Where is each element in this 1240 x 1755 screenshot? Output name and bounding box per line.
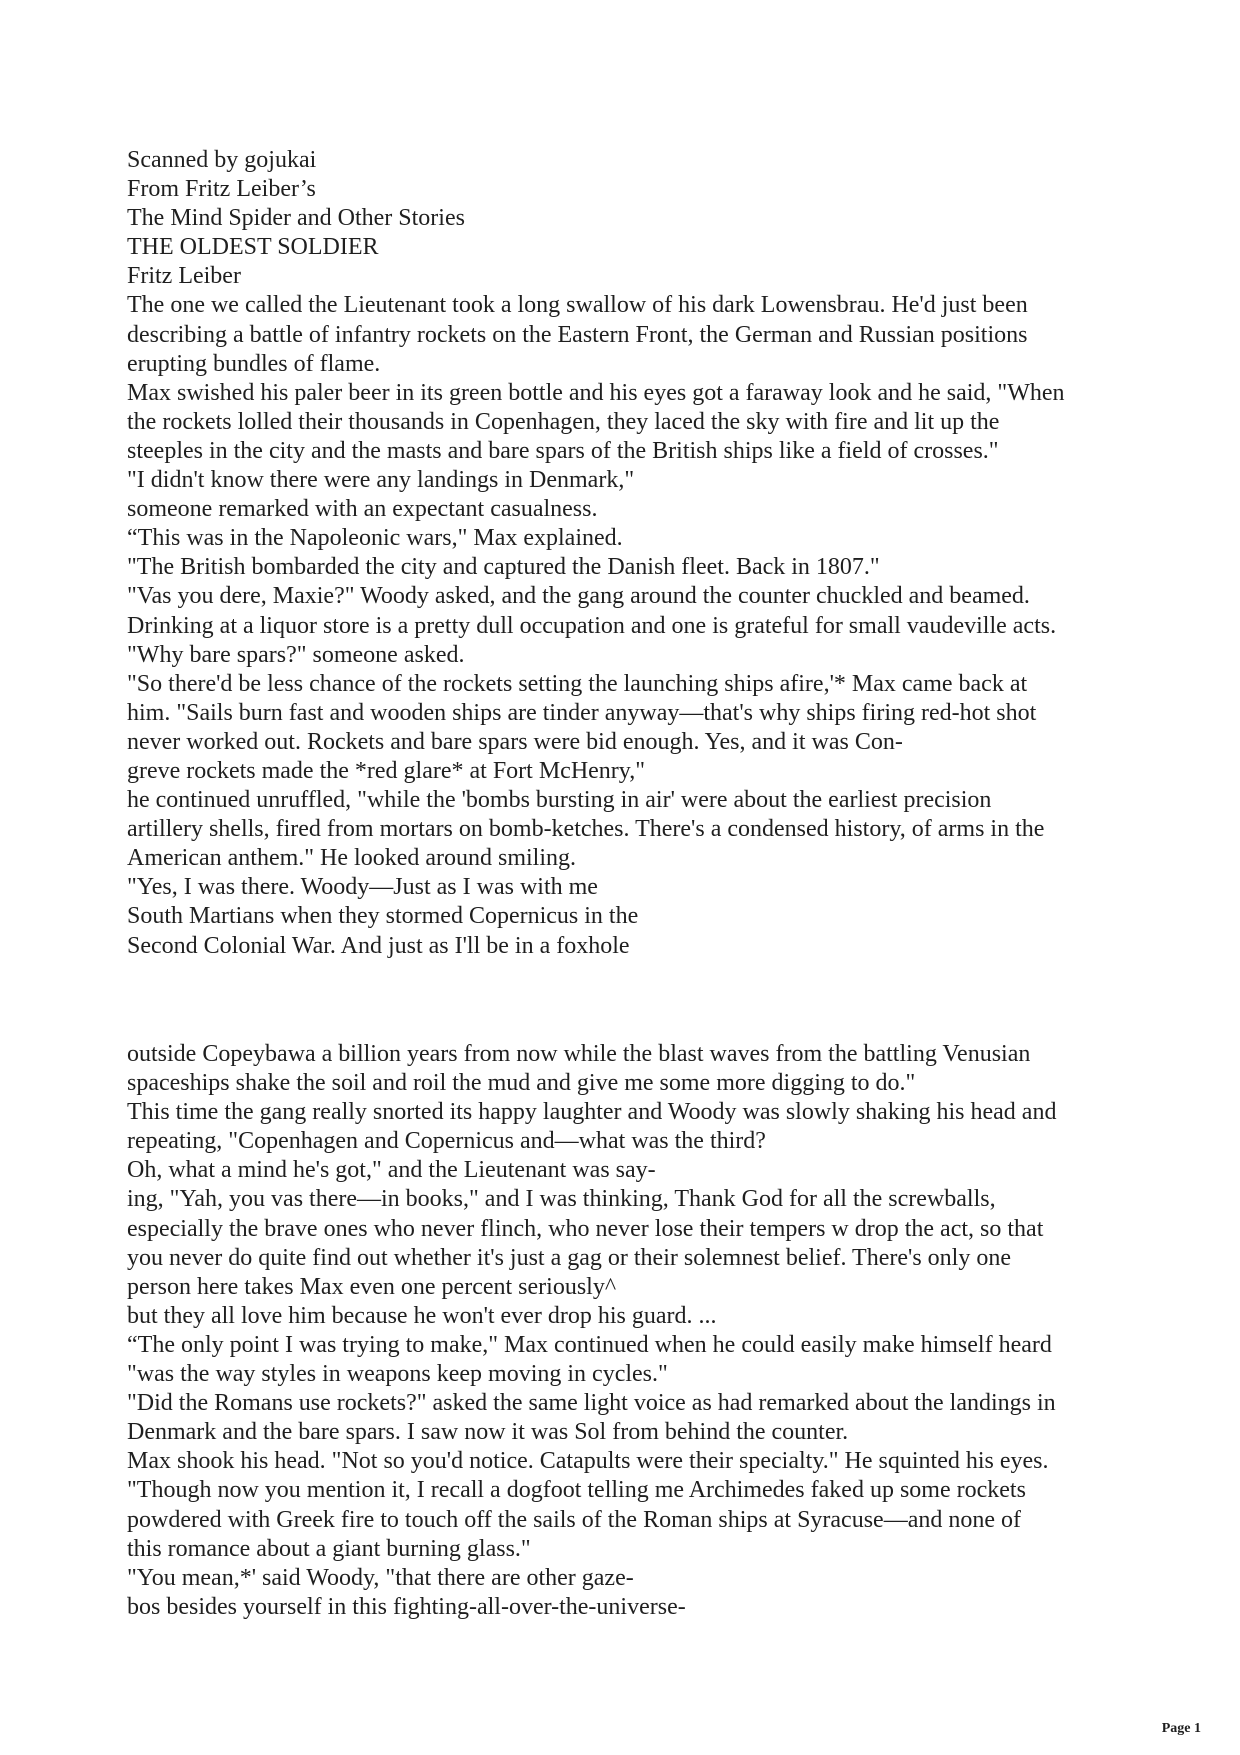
text-line: greve rockets made the *red glare* at Fort McHenry,"	[127, 757, 646, 784]
text-line: bos besides yourself in this fighting-all-over-the-universe-	[127, 1593, 686, 1620]
text-line: "I didn't know there were any landings in Denmark,"	[127, 467, 635, 494]
text-line: Fritz Leiber	[127, 263, 241, 290]
text-line: him. "Sails burn fast and wooden ships are tinder anyway—that's why ships firing red-hot shot	[127, 699, 1037, 726]
text-line: ing, "Yah, you vas there—in books," and I was thinking, Thank God for all the screwballs,	[127, 1186, 996, 1213]
text-line: Drinking at a liquor store is a pretty dull occupation and one is grateful for small vaudeville acts.	[127, 612, 1057, 639]
text-line: "Did the Romans use rockets?" asked the same light voice as had remarked about the landings in	[127, 1390, 1056, 1417]
text-line: he continued unruffled, "while the 'bombs bursting in air' were about the earliest precision	[127, 787, 992, 814]
text-line: artillery shells, fired from mortars on bomb-ketches. There's a condensed history, of arms in the	[127, 816, 1045, 843]
text-line: From Fritz Leiber’s	[127, 176, 316, 203]
text-line: Max swished his paler beer in its green bottle and his eyes got a faraway look and he said, "When	[127, 379, 1065, 406]
text-line: spaceships shake the soil and roil the mud and give me some more digging to do."	[127, 1070, 916, 1097]
text-line: repeating, "Copenhagen and Copernicus and—what was the third?	[127, 1128, 766, 1155]
text-line: “The only point I was trying to make," Max continued when he could easily make himself heard	[127, 1331, 1052, 1358]
text-line: Scanned by gojukai	[127, 147, 317, 173]
text-line: Second Colonial War. And just as I'll be in a foxhole	[127, 932, 630, 959]
text-line: someone remarked with an expectant casualness.	[127, 496, 598, 523]
text-line: Denmark and the bare spars. I saw now it was Sol from behind the counter.	[127, 1419, 849, 1446]
text-line: you never do quite find out whether it's just a gag or their solemnest belief. There's only one	[127, 1244, 1011, 1271]
text-line: outside Copeybawa a billion years from now while the blast waves from the battling Venusian	[127, 1041, 1031, 1067]
text-line: but they all love him because he won't ever drop his guard. ...	[127, 1302, 717, 1329]
text-line: describing a battle of infantry rockets on the Eastern Front, the German and Russian positions	[127, 321, 1028, 348]
text-line: "Yes, I was there. Woody—Just as I was with me	[127, 874, 598, 901]
text-line: “This was in the Napoleonic wars," Max explained.	[127, 525, 623, 552]
text-line: "You mean,*' said Woody, "that there are other gaze-	[127, 1564, 634, 1591]
text-line: Oh, what a mind he's got," and the Lieutenant was say-	[127, 1157, 656, 1184]
text-line: "The British bombarded the city and captured the Danish fleet. Back in 1807."	[127, 554, 880, 581]
text-line: "So there'd be less chance of the rockets setting the launching ships afire,'* Max came back at	[127, 670, 1028, 697]
page-number: Page 1	[1161, 1721, 1201, 1736]
text-line: American anthem." He looked around smiling.	[127, 845, 577, 872]
text-block-bottom	[127, 1040, 1127, 1622]
text-line: "was the way styles in weapons keep moving in cycles."	[127, 1361, 668, 1388]
text-line: The Mind Spider and Other Stories	[127, 205, 465, 232]
text-line: "Why bare spars?" someone asked.	[127, 641, 465, 668]
text-line: This time the gang really snorted its happy laughter and Woody was slowly shaking his head and	[127, 1099, 1057, 1126]
text-line: this romance about a giant burning glass."	[127, 1535, 531, 1562]
text-line: steeples in the city and the masts and bare spars of the British ships like a field of crosses."	[127, 437, 999, 464]
text-line: erupting bundles of flame.	[127, 350, 381, 377]
text-line: the rockets lolled their thousands in Copenhagen, they laced the sky with fire and lit up the	[127, 408, 1000, 435]
text-line: never worked out. Rockets and bare spars were bid enough. Yes, and it was Con-	[127, 728, 903, 755]
text-line: "Though now you mention it, I recall a dogfoot telling me Archimedes faked up some rockets	[127, 1477, 1026, 1504]
text-line: powdered with Greek fire to touch off the sails of the Roman ships at Syracuse—and none of	[127, 1506, 1021, 1533]
text-line: The one we called the Lieutenant took a long swallow of his dark Lowensbrau. He'd just been	[127, 292, 1028, 319]
text-line: THE OLDEST SOLDIER	[127, 234, 379, 261]
text-line: person here takes Max even one percent seriously^	[127, 1273, 617, 1300]
text-line: Max shook his head. "Not so you'd notice. Catapults were their specialty." He squinted his eyes.	[127, 1448, 1049, 1475]
text-line: South Martians when they stormed Copernicus in the	[127, 903, 639, 930]
text-block-top	[127, 146, 1127, 961]
text-line: "Vas you dere, Maxie?" Woody asked, and the gang around the counter chuckled and beamed.	[127, 583, 1030, 610]
text-line: especially the brave ones who never flinch, who never lose their tempers w drop the act, so that	[127, 1215, 1044, 1242]
